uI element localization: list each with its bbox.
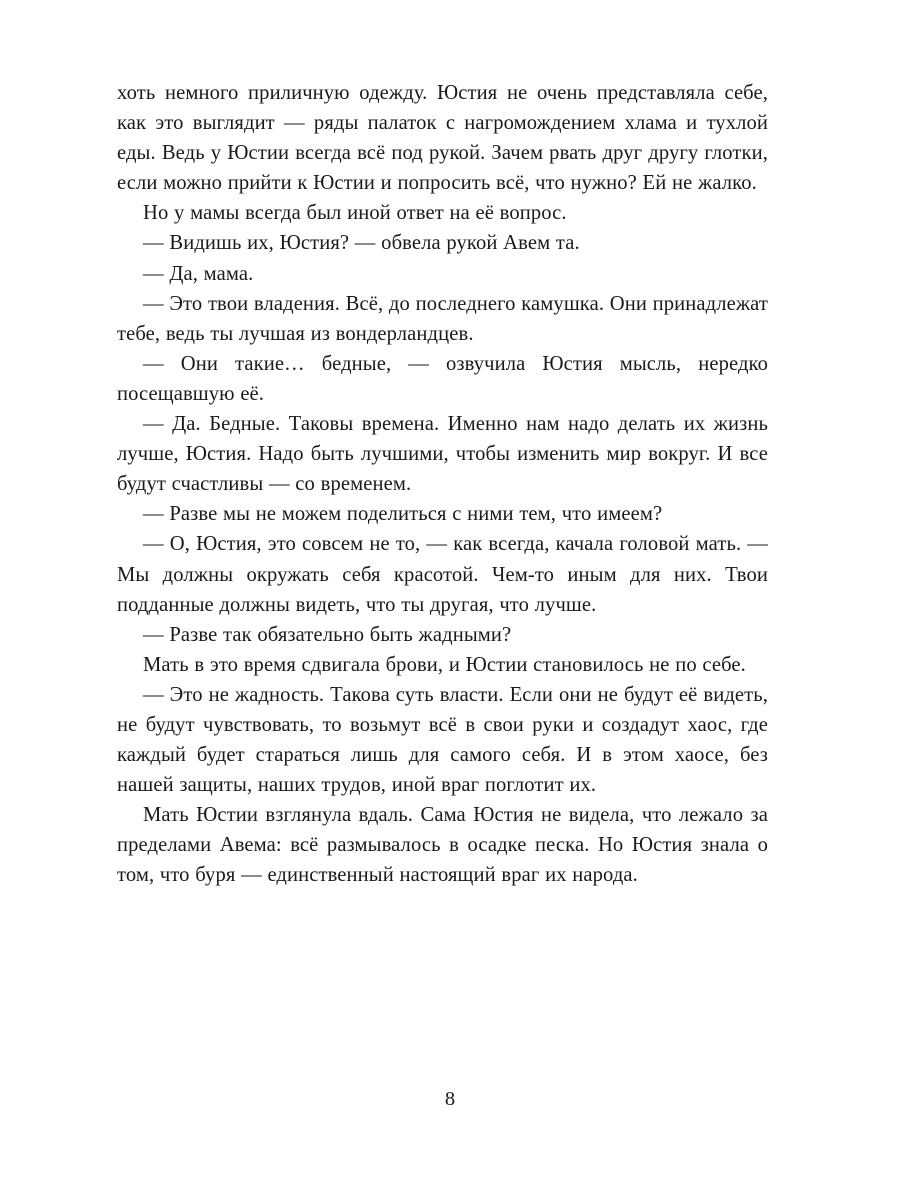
paragraph-dialogue: — Это твои владения. Всё, до последнего камушка. Они принадлежат тебе, ведь ты лучшая из вондерландцев.	[117, 292, 768, 345]
paragraph-narration: Мать Юстии взглянула вдаль. Сама Юстия не видела, что лежало за пределами Авема: всё размывалось в осадке песка. Но Юстия знала о том, что буря — единственный настоящий враг их народа.	[117, 804, 768, 887]
paragraph-dialogue: — Это не жадность. Такова суть власти. Если они не будут её видеть, не будут чувствовать, то возьмут всё в свои руки и создадут хаос, где каждый будет стараться лишь для самого себя. И в этом хаосе, без нашей защиты, наших трудов, иной враг поглотит их.	[117, 683, 768, 797]
paragraph-dialogue: — О, Юстия, это совсем не то, — как всегда, качала головой мать. — Мы должны окружать себя красотой. Чем-то иным для них. Твои подданные должны видеть, что ты другая, что лучше.	[117, 533, 768, 616]
page-number: 8	[444, 1088, 456, 1110]
paragraph-dialogue: — Разве так обязательно быть жадными?	[143, 623, 512, 646]
paragraph-narration: Мать в это время сдвигала брови, и Юстии становилось не по себе.	[143, 653, 746, 676]
paragraph-dialogue: — Разве мы не можем поделиться с ними тем, что имеем?	[143, 503, 663, 526]
page-text-block	[117, 78, 768, 891]
paragraph-dialogue: — Они такие… бедные, — озвучила Юстия мысль, нередко посещавшую её.	[117, 352, 768, 405]
paragraph-dialogue: — Да. Бедные. Таковы времена. Именно нам надо делать их жизнь лучше, Юстия. Надо быть лучшими, чтобы изменить мир вокруг. И все будут счастливы — со временем.	[117, 413, 768, 496]
paragraph-dialogue: — Видишь их, Юстия? — обвела рукой Авем та.	[143, 232, 580, 255]
paragraph-narration: Но у мамы всегда был иной ответ на её вопрос.	[143, 202, 567, 225]
paragraph-dialogue: — Да, мама.	[143, 262, 254, 285]
paragraph-continuation: хоть немного приличную одежду. Юстия не очень представляла себе, как это выглядит — ряды палаток с нагромождением хлама и тухлой еды. Ведь у Юстии всегда всё под рукой. Зачем рвать друг другу глотки, если можно прийти к Юстии и попросить всё, что нужно? Ей не жалко.	[117, 82, 768, 195]
